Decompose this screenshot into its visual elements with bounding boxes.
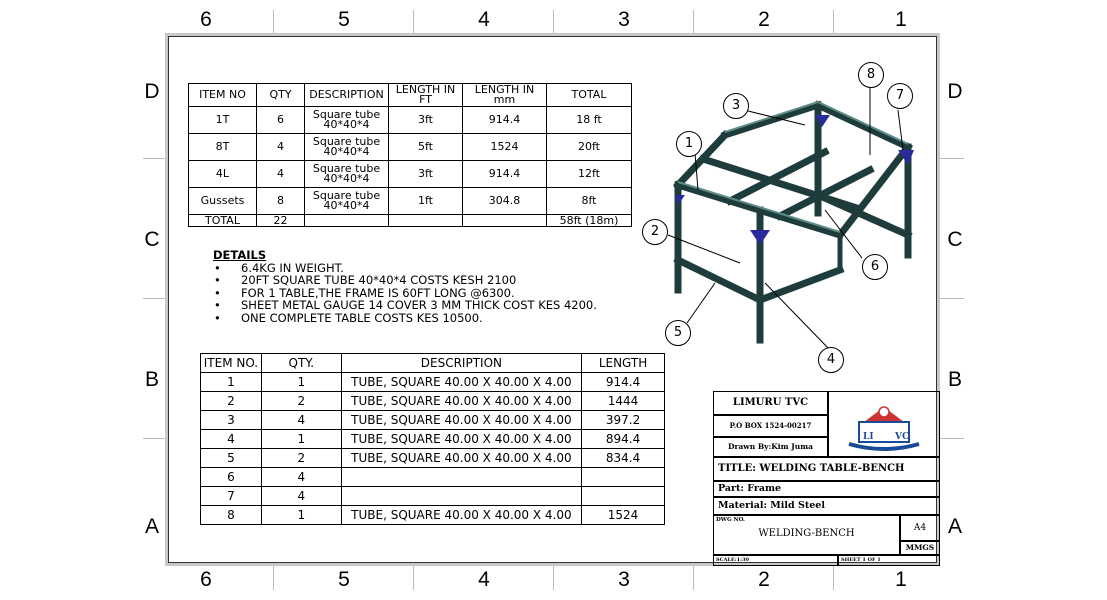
table-row <box>189 188 632 215</box>
cut-list-cell: Square tube 40*40*4 <box>305 161 389 188</box>
zone-col-3: 3 <box>618 8 630 31</box>
details-list <box>213 262 597 325</box>
zone-col-3-bottom: 3 <box>618 568 630 591</box>
title-block <box>713 391 940 566</box>
balloon-7: 7 <box>887 83 913 109</box>
table-row <box>201 430 665 449</box>
details-heading: DETAILS <box>213 248 267 262</box>
bom-cell: 914.4 <box>582 373 665 392</box>
cut-list-header: QTY <box>257 84 305 107</box>
cut-list-header: ITEM NO <box>189 84 257 107</box>
zone-row-b: B <box>144 368 159 391</box>
cut-list-cell: 3ft <box>389 107 463 134</box>
cut-list-cell: Square tube 40*40*4 <box>305 107 389 134</box>
drawing-title: TITLE: WELDING TABLE-BENCH <box>713 457 940 481</box>
zone-col-2: 2 <box>758 8 770 31</box>
institution-logo-icon <box>829 392 939 456</box>
cut-list-cell: 1524 <box>463 134 547 161</box>
bom-cell: TUBE, SQUARE 40.00 X 40.00 X 4.00 <box>341 411 581 430</box>
bom-cell: TUBE, SQUARE 40.00 X 40.00 X 4.00 <box>341 506 581 525</box>
zone-col-1-bottom: 1 <box>895 568 907 591</box>
balloon-5: 5 <box>665 320 691 346</box>
table-row <box>201 373 665 392</box>
zone-col-4: 4 <box>478 8 490 31</box>
balloon-3: 3 <box>723 93 749 119</box>
cut-list-cell: 20ft <box>547 134 632 161</box>
cut-list-cell: 8ft <box>547 188 632 215</box>
table-row <box>201 411 665 430</box>
bom-cell: 1444 <box>582 392 665 411</box>
cut-list-cell: Square tube 40*40*4 <box>305 134 389 161</box>
cut-list-cell: 4 <box>257 134 305 161</box>
cut-list-cell: 8 <box>257 188 305 215</box>
logo <box>828 391 940 457</box>
cut-list-cell: 304.8 <box>463 188 547 215</box>
cut-list-cell: 8T <box>189 134 257 161</box>
table-row <box>189 107 632 134</box>
bom-cell: 1 <box>261 430 341 449</box>
cut-list-total-cell <box>389 215 463 227</box>
dwg-no-label: DWG NO. <box>716 517 745 523</box>
table-row <box>201 487 665 506</box>
bom-header: LENGTH <box>582 354 665 373</box>
bom-cell: TUBE, SQUARE 40.00 X 40.00 X 4.00 <box>341 392 581 411</box>
table-row <box>189 134 632 161</box>
bom-header: DESCRIPTION <box>341 354 581 373</box>
bom-cell <box>341 487 581 506</box>
frame-members <box>678 105 908 340</box>
units: MMGS <box>900 541 940 555</box>
cut-list-total-cell: 58ft (18m) <box>547 215 632 227</box>
cut-list-cell: 4 <box>257 161 305 188</box>
bom-cell: 894.4 <box>582 430 665 449</box>
zone-row-a: A <box>144 515 159 538</box>
cut-list-cell: 1T <box>189 107 257 134</box>
cut-list-cell: Square tube 40*40*4 <box>305 188 389 215</box>
sheet-number: SHEET 1 OF 1 <box>838 555 940 566</box>
cut-list-header: LENGTH IN FT <box>389 84 463 107</box>
bom-cell: TUBE, SQUARE 40.00 X 40.00 X 4.00 <box>341 430 581 449</box>
list-item: • ONE COMPLETE TABLE COSTS KES 10500. <box>241 312 597 325</box>
part-name: Part: Frame <box>713 481 940 497</box>
zone-row-c-right: C <box>947 228 963 251</box>
zone-col-5: 5 <box>338 8 350 31</box>
cut-list-cell: 1ft <box>389 188 463 215</box>
institution-name: LIMURU TVC <box>713 391 828 415</box>
logo-right-text: VC <box>895 432 910 442</box>
cut-list-header: DESCRIPTION <box>305 84 389 107</box>
table-row <box>201 468 665 487</box>
cut-list-total-cell: 22 <box>257 215 305 227</box>
cut-list-cell: 18 ft <box>547 107 632 134</box>
list-item: • SHEET METAL GAUGE 14 COVER 3 MM THICK COST KES 4200. <box>241 299 597 312</box>
balloon-2: 2 <box>642 219 668 245</box>
cut-list-header: TOTAL <box>547 84 632 107</box>
scale: SCALE:1:30 <box>713 555 838 566</box>
bom-cell: TUBE, SQUARE 40.00 X 40.00 X 4.00 <box>341 449 581 468</box>
balloon-4: 4 <box>818 347 844 373</box>
table-row <box>201 392 665 411</box>
bom-cell: 5 <box>201 449 262 468</box>
cut-list-cell: 4L <box>189 161 257 188</box>
cut-list-cell: 3ft <box>389 161 463 188</box>
cut-list-table <box>188 83 632 227</box>
zone-row-d: D <box>144 80 160 103</box>
cut-list-cell: 6 <box>257 107 305 134</box>
cut-list-cell: 914.4 <box>463 107 547 134</box>
bom-table <box>200 353 665 525</box>
dwg-no-box <box>713 515 900 555</box>
bom-cell: TUBE, SQUARE 40.00 X 40.00 X 4.00 <box>341 373 581 392</box>
logo-left-text: LI <box>863 432 874 442</box>
table-row <box>201 449 665 468</box>
bom-cell: 4 <box>201 430 262 449</box>
bom-cell: 1 <box>201 373 262 392</box>
zone-row-b-right: B <box>947 368 962 391</box>
zone-col-5-bottom: 5 <box>338 568 350 591</box>
sheet-size: A4 <box>900 515 940 541</box>
bom-cell: 834.4 <box>582 449 665 468</box>
bom-cell <box>341 468 581 487</box>
cut-list-cell: Gussets <box>189 188 257 215</box>
cut-list-header: LENGTH IN mm <box>463 84 547 107</box>
po-box: P.O BOX 1524-00217 <box>713 415 828 437</box>
cut-list-total-row <box>189 215 632 227</box>
bom-cell: 4 <box>261 487 341 506</box>
zone-col-1: 1 <box>895 8 907 31</box>
bom-header: ITEM NO. <box>201 354 262 373</box>
balloon-6: 6 <box>862 254 888 280</box>
bom-cell: 2 <box>261 449 341 468</box>
bom-cell: 3 <box>201 411 262 430</box>
zone-col-6: 6 <box>200 8 212 31</box>
bom-cell: 7 <box>201 487 262 506</box>
bom-cell: 1 <box>261 506 341 525</box>
bom-cell: 4 <box>261 468 341 487</box>
list-item: • FOR 1 TABLE,THE FRAME IS 60FT LONG @6300. <box>241 287 597 300</box>
bom-cell: 397.2 <box>582 411 665 430</box>
bom-cell <box>582 487 665 506</box>
cut-list-cell: 5ft <box>389 134 463 161</box>
bom-cell: 2 <box>201 392 262 411</box>
material: Material: Mild Steel <box>713 497 940 515</box>
list-item: • 6.4KG IN WEIGHT. <box>241 262 597 275</box>
bom-cell: 6 <box>201 468 262 487</box>
bom-cell: 8 <box>201 506 262 525</box>
bom-cell: 4 <box>261 411 341 430</box>
zone-row-c: C <box>144 228 160 251</box>
zone-row-d-right: D <box>947 80 963 103</box>
table-row <box>189 161 632 188</box>
cut-list-total-cell: TOTAL <box>189 215 257 227</box>
cut-list-total-cell <box>305 215 389 227</box>
bom-cell: 1 <box>261 373 341 392</box>
bom-cell <box>582 468 665 487</box>
zone-row-a-right: A <box>947 515 962 538</box>
table-row <box>201 506 665 525</box>
cut-list-cell: 914.4 <box>463 161 547 188</box>
bom-header: QTY. <box>261 354 341 373</box>
cut-list-header-row <box>189 84 632 107</box>
zone-col-2-bottom: 2 <box>758 568 770 591</box>
zone-col-4-bottom: 4 <box>478 568 490 591</box>
balloon-8: 8 <box>858 62 884 88</box>
cut-list-total-cell <box>463 215 547 227</box>
bom-cell: 2 <box>261 392 341 411</box>
drawn-by: Drawn By:Kim Juma <box>713 437 828 457</box>
zone-col-6-bottom: 6 <box>200 568 212 591</box>
bom-cell: 1524 <box>582 506 665 525</box>
balloon-1: 1 <box>676 131 702 157</box>
list-item: • 20FT SQUARE TUBE 40*40*4 COSTS KESH 2100 <box>241 274 597 287</box>
cut-list-cell: 12ft <box>547 161 632 188</box>
details-notes <box>213 249 597 324</box>
bom-header-row <box>201 354 665 373</box>
dwg-no: WELDING-BENCH <box>758 528 855 539</box>
